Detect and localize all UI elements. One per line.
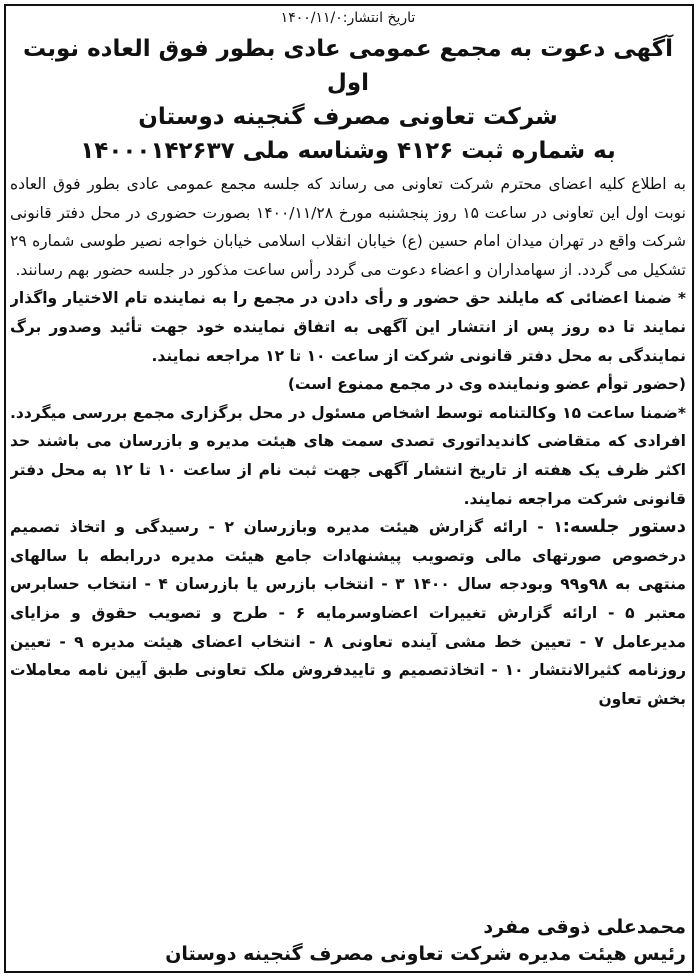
company-name: شرکت تعاونی مصرف گنجینه دوستان: [138, 104, 558, 130]
agenda-paragraph: [10, 513, 686, 713]
notice-title: آگهی دعوت به مجمع عمومی عادی بطور فوق العاده نوبت اول: [23, 36, 673, 96]
notice-body: [10, 170, 686, 713]
proxy-paragraph: * ضمنا اعضائی که مایلند حق حضور و رأی دادن در مجمع را به نماینده تام الاختیار واگذار نمایند تا ده روز پس از انتشار این آگهی به اتفاق نماینده خود جهت تأئید وصدور برگ نمایندگی به محل دفتر قانونی شرکت از ساعت ۱۰ تا ۱۲ مراجعه نمایند.: [10, 289, 686, 365]
notice-page: [10, 6, 686, 972]
agenda-items: ۱ - ارائه گزارش هیئت مدیره وبازرسان ۲ - رسیدگی و اتخاذ تصمیم درخصوص صورتهای مالی وتصویب پیشنهادات جامع هیئت مدیره دررابطه با سالهای منتهی به ۹۸و۹۹ وبودجه سال ۱۴۰۰ ۳ - انتخاب بازرس یا بازرسان ۴ - انتخاب حسابرس معتبر ۵ - ارائه گزارش تغییرات اعضاوسرمایه ۶ - طرح و تصویب حقوق و مزایای مدیرعامل ۷ - تعیین خط مشی آینده تعاونی ۸ - انتخاب اعضای هیئت مدیره ۹ - تعیین روزنامه کثیرالانتشار ۱۰ - اتخاذتصمیم و تاییدفروش ملک تعاونی طبق آیین نامه معاملات بخش تعاون: [10, 518, 686, 708]
signer-title: رئیس هیئت مدیره شرکت تعاونی مصرف گنجینه دوستان: [165, 943, 686, 965]
publication-date: تاریخ انتشار:۱۴۰۰/۱۱/۰: [280, 10, 416, 26]
agenda-label: دستور جلسه:: [562, 516, 686, 538]
registration-info: به شماره ثبت ۴۱۲۶ وشناسه ملی ۱۴۰۰۰۱۴۲۶۳۷: [80, 138, 616, 164]
signature-block: [10, 914, 686, 968]
candidacy-paragraph: *ضمنا ساعت ۱۵ وکالتنامه توسط اشخاص مسئول در محل برگزاری مجمع بررسی میگردد. افرادی که متقاضی کاندیداتوری تصدی سمت های هیئت مدیره و بازرسان می باشند حد اکثر ظرف یک هفته از تاریخ انتشار آگهی جهت ثبت نام از ساعت ۱۰ تا ۱۲ به محل دفتر قانونی شرکت مراجعه نمایند.: [10, 403, 686, 508]
proxy-restriction: (حضور توأم عضو ونماینده وی در مجمع ممنوع است): [287, 375, 686, 394]
signer-name: محمدعلی ذوقی مفرد: [483, 916, 686, 938]
intro-paragraph: به اطلاع کلیه اعضای محترم شرکت تعاونی می رساند که جلسه مجمع عمومی عادی بطور فوق العاده نوبت اول این تعاونی در ساعت ۱۵ روز پنجشنبه مورخ ۱۴۰۰/۱۱/۲۸ بصورت حضوری در محل دفتر قانونی شرکت واقع در تهران میدان امام حسین (ع) خیابان انقلاب اسلامی خیابان خواجه نصیر طوسی شماره ۲۹ تشکیل می گردد. از سهامداران و اعضاء دعوت می گردد رأس ساعت مذکور در جلسه حضور بهم رسانند.: [10, 175, 686, 279]
